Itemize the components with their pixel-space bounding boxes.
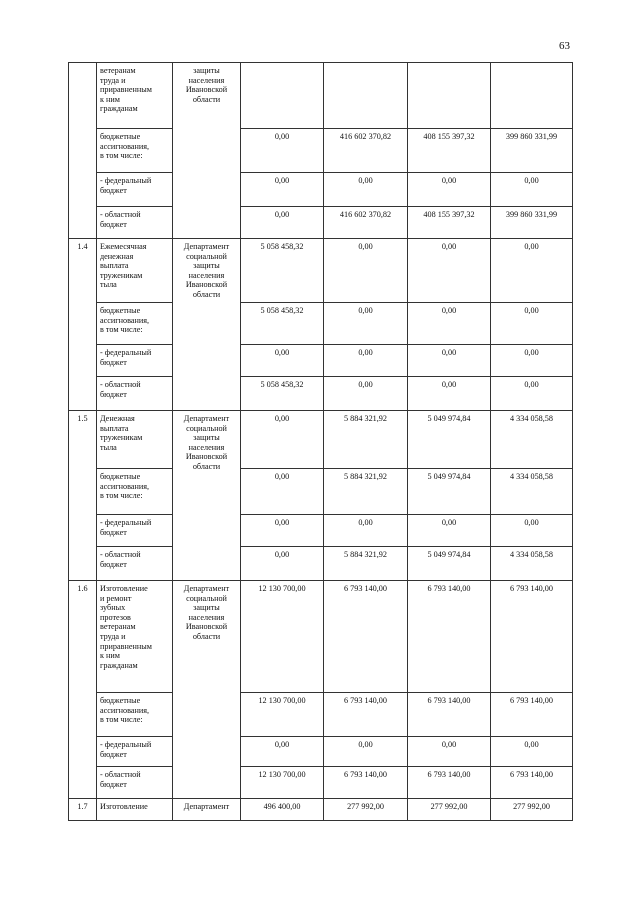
amount-cell: 277 992,00 [408, 799, 491, 821]
text-line: бюджет [100, 357, 127, 367]
amount-cell: 6 793 140,00 [491, 693, 573, 737]
amount-cell: 0,00 [324, 377, 408, 411]
row-index: 1.5 [69, 411, 97, 581]
text-line: и ремонт [100, 593, 132, 603]
table-row [69, 63, 573, 129]
text-line: к ним [100, 651, 120, 661]
text-line: труженикам [100, 433, 143, 443]
text-line: защиты [193, 66, 220, 75]
text-line: в том числе: [100, 151, 143, 161]
amount-cell: 408 155 397,32 [408, 207, 491, 239]
text-line: зубных [100, 603, 126, 613]
amount-cell: 5 049 974,84 [408, 411, 491, 469]
table-row [69, 767, 573, 799]
text-line: - областной [100, 210, 141, 219]
text-line: Департамент [183, 414, 230, 423]
measure-name [97, 469, 173, 515]
amount-cell: 0,00 [491, 345, 573, 377]
text-line: бюджетные [100, 306, 141, 315]
amount-cell: 12 130 700,00 [241, 767, 324, 799]
text-line: ветеранам [100, 66, 136, 75]
amount-cell: 6 793 140,00 [491, 581, 573, 693]
measure-name [97, 547, 173, 581]
text-line: Ивановской [185, 280, 228, 290]
amount-cell: 416 602 370,82 [324, 207, 408, 239]
amount-cell: 0,00 [491, 303, 573, 345]
measure-name [97, 581, 173, 693]
text-line: ассигнования, [100, 481, 150, 491]
amount-cell: 4 334 058,58 [491, 469, 573, 515]
table-row [69, 129, 573, 173]
amount-cell: 0,00 [324, 303, 408, 345]
amount-cell: 0,00 [491, 515, 573, 547]
amount-cell: 0,00 [241, 547, 324, 581]
amount-cell: 5 884 321,92 [324, 469, 408, 515]
measure-name [97, 303, 173, 345]
amount-cell: 0,00 [324, 515, 408, 547]
responsible-org [173, 581, 241, 799]
amount-cell [241, 63, 324, 129]
text-line: Ивановской [185, 622, 228, 632]
amount-cell: 0,00 [491, 239, 573, 303]
text-line: протезов [100, 612, 131, 622]
text-line: труженикам [100, 270, 143, 280]
text-line: защиты [193, 433, 220, 443]
text-line: - областной [100, 380, 141, 389]
text-line: гражданам [100, 660, 138, 670]
text-line: Изготовление [100, 584, 148, 593]
amount-cell: 6 793 140,00 [324, 581, 408, 693]
measure-name [97, 377, 173, 411]
table-row [69, 345, 573, 377]
text-line: тыла [100, 442, 117, 452]
text-line: выплата [100, 261, 129, 271]
amount-cell: 0,00 [408, 303, 491, 345]
table-row [69, 207, 573, 239]
amount-cell: 0,00 [491, 737, 573, 767]
measure-name [97, 239, 173, 303]
text-line: бюджетные [100, 472, 141, 481]
amount-cell: 6 793 140,00 [408, 767, 491, 799]
amount-cell: 0,00 [324, 239, 408, 303]
amount-cell: 0,00 [408, 173, 491, 207]
text-line: Ежемесячная [100, 242, 147, 251]
amount-cell: 496 400,00 [241, 799, 324, 821]
amount-cell: 0,00 [324, 173, 408, 207]
amount-cell: 0,00 [324, 345, 408, 377]
text-line: Департамент [183, 242, 230, 251]
text-line: Департамент [183, 802, 230, 811]
text-line: к ним [100, 94, 120, 104]
amount-cell: 0,00 [241, 515, 324, 547]
text-line: бюджет [100, 559, 127, 569]
table-row [69, 239, 573, 303]
amount-cell: 277 992,00 [324, 799, 408, 821]
table-row [69, 515, 573, 547]
row-index: 1.7 [69, 799, 97, 821]
text-line: выплата [100, 423, 129, 433]
amount-cell: 5 058 458,32 [241, 303, 324, 345]
measure-name [97, 207, 173, 239]
table-row [69, 469, 573, 515]
table-row [69, 547, 573, 581]
amount-cell: 0,00 [491, 377, 573, 411]
row-index: 1.4 [69, 239, 97, 411]
amount-cell [491, 63, 573, 129]
text-line: ветеранам [100, 622, 136, 632]
amount-cell: 12 130 700,00 [241, 581, 324, 693]
measure-name [97, 173, 173, 207]
amount-cell: 5 058 458,32 [241, 239, 324, 303]
amount-cell: 0,00 [408, 239, 491, 303]
text-line: бюджет [100, 749, 127, 759]
text-line: населения [188, 442, 225, 452]
amount-cell: 0,00 [241, 129, 324, 173]
text-line: бюджет [100, 527, 127, 537]
table-row [69, 377, 573, 411]
responsible-org [173, 239, 241, 411]
amount-cell: 6 793 140,00 [324, 767, 408, 799]
text-line: социальной [186, 423, 227, 433]
budget-table [68, 62, 573, 821]
table-row [69, 173, 573, 207]
measure-name [97, 737, 173, 767]
amount-cell: 0,00 [491, 173, 573, 207]
text-line: труда и [100, 75, 126, 85]
amount-cell: 6 793 140,00 [408, 693, 491, 737]
responsible-org [173, 411, 241, 581]
amount-cell: 5 058 458,32 [241, 377, 324, 411]
measure-name [97, 345, 173, 377]
table-row [69, 737, 573, 767]
text-line: труда и [100, 631, 126, 641]
amount-cell: 0,00 [408, 515, 491, 547]
text-line: ассигнования, [100, 705, 150, 715]
amount-cell [324, 63, 408, 129]
table-row [69, 581, 573, 693]
table-row [69, 693, 573, 737]
measure-name [97, 129, 173, 173]
text-line: населения [188, 612, 225, 622]
amount-cell: 6 793 140,00 [408, 581, 491, 693]
measure-name [97, 515, 173, 547]
amount-cell: 0,00 [241, 411, 324, 469]
amount-cell: 6 793 140,00 [324, 693, 408, 737]
text-line: - областной [100, 770, 141, 779]
measure-name [97, 693, 173, 737]
text-line: бюджет [100, 389, 127, 399]
text-line: социальной [186, 593, 227, 603]
text-line: тыла [100, 280, 117, 290]
text-line: - федеральный [100, 176, 152, 185]
text-line: Ивановской [185, 85, 228, 95]
amount-cell: 0,00 [241, 207, 324, 239]
text-line: Денежная [100, 414, 135, 423]
text-line: бюджет [100, 185, 127, 195]
row-index [69, 63, 97, 239]
text-line: населения [188, 270, 225, 280]
amount-cell: 0,00 [241, 345, 324, 377]
amount-cell: 0,00 [241, 173, 324, 207]
responsible-org [173, 63, 241, 239]
amount-cell: 399 860 331,99 [491, 129, 573, 173]
text-line: защиты [193, 603, 220, 613]
amount-cell: 12 130 700,00 [241, 693, 324, 737]
text-line: - федеральный [100, 740, 152, 749]
text-line: области [192, 289, 221, 299]
text-line: области [192, 631, 221, 641]
page-number: 63 [559, 40, 570, 52]
amount-cell: 0,00 [408, 345, 491, 377]
text-line: бюджетные [100, 696, 141, 705]
text-line: приравненным [100, 641, 152, 651]
text-line: бюджетные [100, 132, 141, 141]
table-row [69, 303, 573, 345]
text-line: ассигнования, [100, 315, 150, 325]
text-line: бюджет [100, 219, 127, 229]
amount-cell: 0,00 [324, 737, 408, 767]
text-line: Департамент [183, 584, 230, 593]
text-line: защиты [193, 261, 220, 271]
table-row [69, 799, 573, 821]
text-line: Ивановской [185, 452, 228, 462]
amount-cell: 0,00 [241, 469, 324, 515]
text-line: бюджет [100, 779, 127, 789]
text-line: - областной [100, 550, 141, 559]
text-line: области [192, 461, 221, 471]
amount-cell: 5 049 974,84 [408, 547, 491, 581]
text-line: в том числе: [100, 715, 143, 725]
amount-cell: 277 992,00 [491, 799, 573, 821]
amount-cell: 5 884 321,92 [324, 547, 408, 581]
amount-cell: 5 884 321,92 [324, 411, 408, 469]
text-line: - федеральный [100, 348, 152, 357]
amount-cell: 0,00 [408, 377, 491, 411]
amount-cell: 0,00 [408, 737, 491, 767]
measure-name [97, 411, 173, 469]
amount-cell: 4 334 058,58 [491, 547, 573, 581]
responsible-org [173, 799, 241, 821]
text-line: приравненным [100, 85, 152, 95]
text-line: денежная [100, 251, 134, 261]
amount-cell: 4 334 058,58 [491, 411, 573, 469]
amount-cell: 416 602 370,82 [324, 129, 408, 173]
text-line: в том числе: [100, 491, 143, 501]
text-line: - федеральный [100, 518, 152, 527]
amount-cell: 408 155 397,32 [408, 129, 491, 173]
text-line: населения [188, 75, 225, 85]
text-line: области [192, 94, 221, 104]
text-line: в том числе: [100, 325, 143, 335]
measure-name [97, 767, 173, 799]
text-line: социальной [186, 251, 227, 261]
text-line: гражданам [100, 104, 138, 114]
row-index: 1.6 [69, 581, 97, 799]
amount-cell: 399 860 331,99 [491, 207, 573, 239]
amount-cell [408, 63, 491, 129]
measure-name [97, 63, 173, 129]
text-line: Изготовление [100, 802, 148, 811]
amount-cell: 0,00 [241, 737, 324, 767]
amount-cell: 5 049 974,84 [408, 469, 491, 515]
amount-cell: 6 793 140,00 [491, 767, 573, 799]
text-line: ассигнования, [100, 141, 150, 151]
measure-name [97, 799, 173, 821]
table-row [69, 411, 573, 469]
